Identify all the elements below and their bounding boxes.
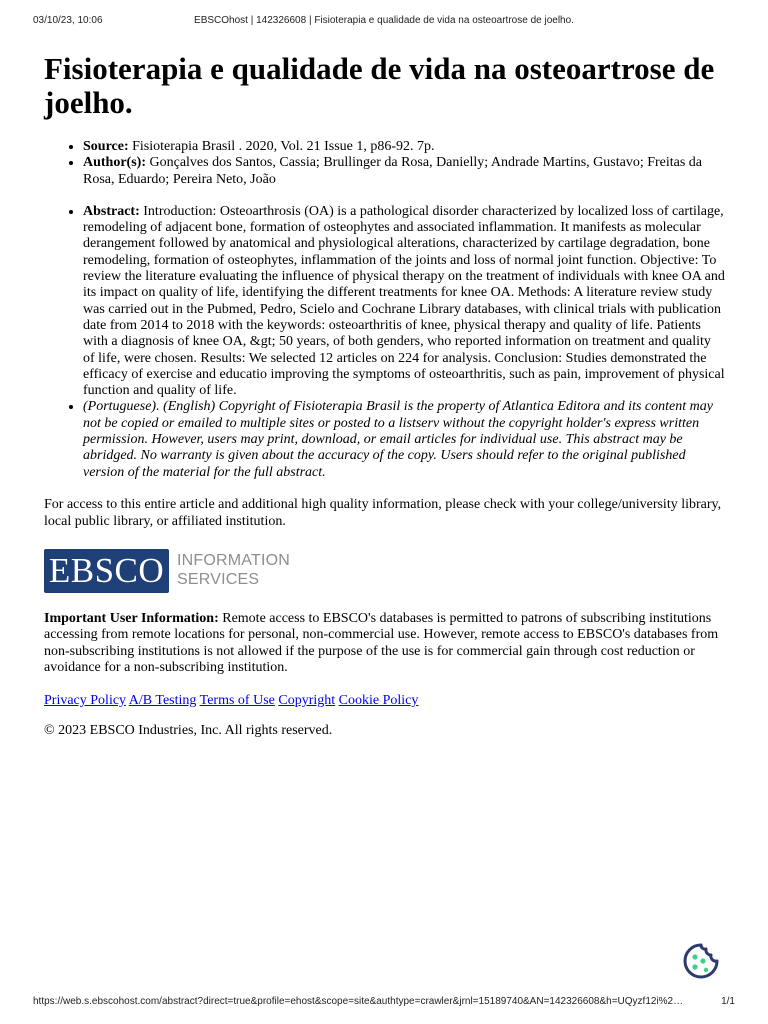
ab-testing-link[interactable]: A/B Testing	[128, 692, 197, 708]
source-item	[83, 139, 726, 155]
article-meta-list	[44, 139, 726, 188]
important-user-information	[44, 611, 726, 677]
print-footer	[33, 996, 735, 1010]
abstract-item	[83, 204, 726, 400]
copyright-line: © 2023 EBSCO Industries, Inc. All rights reserved.	[44, 722, 333, 738]
ebsco-logo	[44, 549, 726, 593]
ebsco-tagline-line1: INFORMATION	[177, 551, 291, 569]
authors-value: Gonçalves dos Santos, Cassia; Brullinger da Rosa, Danielly; Andrade Martins, Gustavo; Freitas da Rosa, Eduardo; Pereira Neto, João	[83, 155, 703, 187]
copyright-notice: (Portuguese). (English) Copyright of Fisioterapia Brasil is the property of Atlantica Editora and its content may not be copied or emailed to multiple sites or posted to a listserv without the copyright holder's express written permission. However, users may print, download, or email articles for individual use. This abstract may be abridged. No warranty is given about the accuracy of the copy. Users should refer to the original published version of the material for the full abstract.	[83, 399, 713, 480]
cookie-settings-button[interactable]	[682, 942, 720, 980]
source-label: Source:	[83, 139, 129, 154]
print-url: https://web.s.ebscohost.com/abstract?direct=true&profile=ehost&scope=site&authtype=crawler&jrnl=15189740&AN=142326608&h=UQyzf12i%2…	[33, 996, 684, 1007]
ebsco-tagline	[177, 551, 290, 589]
cookie-icon	[682, 942, 720, 980]
authors-label: Author(s):	[83, 155, 146, 171]
print-header	[33, 15, 735, 29]
privacy-policy-link[interactable]: Privacy Policy	[44, 692, 127, 708]
copyright-notice-item	[83, 399, 726, 480]
abstract-text: Introduction: Osteoarthrosis (OA) is a pathological disorder characterized by localized loss of cartilage, remodeling of adjacent bone, formation of osteophytes and associated inflammation. It manifests as molecular derangement followed by anatomical and physiological alterations, characterized by cartilage degradation, bone remodeling, formation of osteophytes, inflammation of the joints and loss of normal joint function. Objective: To review the literature evaluating the influence of physical therapy on the treatment of individuals with knee OA and its impact on quality of life, identifying the different treatments for knee OA. Methods: A literature review study was carried out in the Pubmed, Pedro, Scielo and Cochrane Library databases, with clinical trials with publication date from 2014 to 2018 with the keywords: osteoarthritis of knee, physical therapy and quality of life. Patients with a diagnosis of knee OA, &gt; 50 years, of both genders, who reported information on treatment and quality of life, were chosen. Results: We selected 12 articles on 224 for analysis. Conclusion: Studies demonstrated the efficacy of exercise and educatio improving the symptoms of osteoarthritis, such as pain, improvement of physical function and quality of life.	[83, 203, 725, 399]
print-page-number: 1/1	[721, 996, 735, 1007]
print-date: 03/10/23, 10:06	[33, 15, 103, 26]
abstract-list	[44, 204, 726, 481]
authors-item	[83, 155, 726, 188]
copyright-link[interactable]: Copyright	[278, 692, 336, 708]
cookie-policy-link[interactable]: Cookie Policy	[338, 692, 419, 708]
article-title: Fisioterapia e qualidade de vida na osteoartrose de joelho.	[44, 51, 715, 120]
print-page-title: EBSCOhost | 142326608 | Fisioterapia e qualidade de vida na osteoartrose de joelho.	[194, 15, 574, 26]
footer-links	[44, 692, 726, 709]
terms-of-use-link[interactable]: Terms of Use	[199, 692, 275, 708]
important-label: Important User Information:	[44, 610, 219, 626]
source-value: Fisioterapia Brasil . 2020, Vol. 21 Issue 1, p86-92. 7p.	[132, 139, 435, 154]
ebsco-wordmark: EBSCO	[44, 549, 169, 593]
article-content	[44, 52, 726, 739]
access-text: For access to this entire article and additional high quality information, please check with your college/university library, local public library, or affiliated institution.	[44, 496, 722, 529]
important-text: Remote access to EBSCO's databases is permitted to patrons of subscribing institutions accessing from remote locations for personal, non-commercial use. However, remote access to EBSCO's databases from non-subscribing institutions is not allowed if the purpose of the use is for commercial gain through cost reduction or avoidance for a non-subscribing institution.	[44, 610, 719, 676]
ebsco-tagline-line2: SERVICES	[177, 570, 260, 588]
abstract-label: Abstract:	[83, 203, 140, 219]
